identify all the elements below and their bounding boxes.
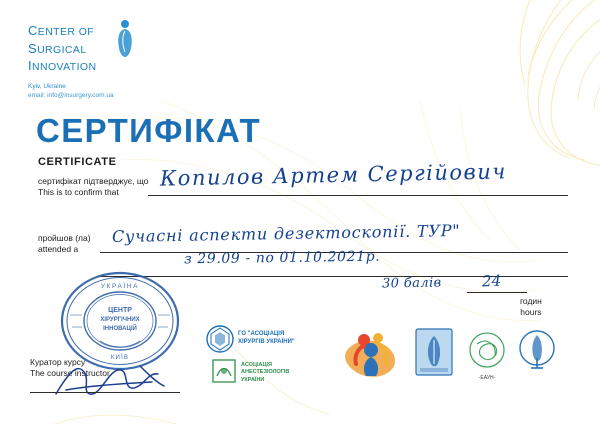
partner-asociacia-anesteziologiv bbox=[211, 358, 237, 389]
course-name: Сучасні аспекти дезектоскопії. ТУР" bbox=[111, 220, 461, 247]
confirm-label-en: This is to confirm that bbox=[38, 187, 119, 198]
shield-icon bbox=[415, 328, 453, 376]
partner-0-line-1: ГО "АСОЦІАЦІЯ bbox=[238, 331, 285, 337]
hours-value: 24 bbox=[481, 271, 502, 291]
logo-email: email: info@insurgery.com.ua bbox=[28, 92, 114, 100]
recipient-name: Копилов Артем Сергійович bbox=[159, 159, 508, 191]
partner-asociacia-hirurgiv-ukrainy-text bbox=[238, 330, 295, 346]
partner-0-line-2: ХІРУРГІВ УКРАЇНИ" bbox=[238, 339, 295, 346]
confirm-label bbox=[38, 176, 148, 199]
logo-line-3-text: NNOVATION bbox=[32, 61, 97, 74]
hours-label-en: hours bbox=[520, 307, 542, 318]
svg-text:КИЇВ: КИЇВ bbox=[110, 355, 130, 361]
partner-eaun-emblem bbox=[467, 330, 507, 381]
logo-line-1-cap: C bbox=[28, 23, 38, 38]
attended-label-ua: пройшов (ла) bbox=[38, 233, 91, 243]
logo-line-1-text: ENTER OF bbox=[37, 26, 95, 38]
partner-1-line-1: АСОЦІАЦІЯ bbox=[241, 362, 272, 368]
partner-4-caption: -ЕАУН- bbox=[478, 375, 496, 381]
partner-logos bbox=[205, 322, 585, 398]
partner-asociacia-anesteziologiv-text bbox=[241, 362, 289, 384]
circular-knot-icon bbox=[467, 330, 507, 370]
partner-asociacia-hirurgiv-ukrainy bbox=[205, 324, 235, 359]
partner-1-line-2: АНЕСТЕЗІОЛОГІВ bbox=[241, 369, 290, 376]
logo-line-2-text: URGICAL bbox=[37, 43, 87, 56]
green-emblem-icon bbox=[211, 358, 237, 384]
logo-city: Kyiv, Ukraine bbox=[28, 82, 66, 90]
svg-text:ІННОВАЦІЙ: ІННОВАЦІЙ bbox=[103, 326, 137, 332]
ukraine-map-icon bbox=[340, 326, 402, 384]
svg-text:УКРАЇНА: УКРАЇНА bbox=[100, 283, 140, 290]
page-title-en: CERTIFICATE bbox=[38, 156, 117, 168]
logo-line-1 bbox=[28, 22, 208, 40]
attended-label bbox=[38, 233, 91, 256]
logo-line-2-cap: S bbox=[28, 40, 38, 56]
decorative-swirl-top-right bbox=[380, 0, 600, 170]
partner-urology-emblem bbox=[517, 328, 557, 377]
svg-text:ЦЕНТР: ЦЕНТР bbox=[108, 307, 132, 314]
instructor-label-en: The course instructor bbox=[30, 368, 110, 379]
recipient-rule bbox=[148, 195, 568, 196]
instructor-label-ua: Куратор курсу bbox=[30, 357, 86, 367]
urology-icon bbox=[517, 328, 557, 372]
points-value: 30 балів bbox=[381, 275, 442, 292]
brand-logo bbox=[28, 22, 208, 101]
logo-contact bbox=[28, 82, 208, 102]
svg-text:ХІРУРГІЧНИХ: ХІРУРГІЧНИХ bbox=[100, 317, 140, 323]
hours-label bbox=[520, 296, 542, 319]
blue-emblem-icon bbox=[205, 324, 235, 354]
confirm-label-ua: сертифікат підтверджує, що bbox=[38, 176, 149, 186]
course-dates: з 29.09 - по 01.10.2021р. bbox=[183, 248, 381, 268]
logo-line-3 bbox=[28, 57, 208, 75]
page-title: СЕРТИФІКАТ bbox=[36, 112, 262, 149]
partner-1-line-3: УКРАЇНИ bbox=[241, 376, 265, 383]
hours-rule bbox=[467, 292, 527, 293]
logo-line-3-cap: I bbox=[28, 58, 33, 74]
logo-line-2 bbox=[28, 40, 208, 58]
attended-label-en: attended a bbox=[38, 244, 79, 255]
signature-rule bbox=[30, 392, 180, 393]
partner-blue-shield-emblem bbox=[415, 328, 453, 381]
hours-label-ua: годин bbox=[520, 296, 542, 306]
instructor-signature bbox=[52, 360, 172, 402]
partner-ukraine-map-emblem bbox=[340, 326, 402, 389]
